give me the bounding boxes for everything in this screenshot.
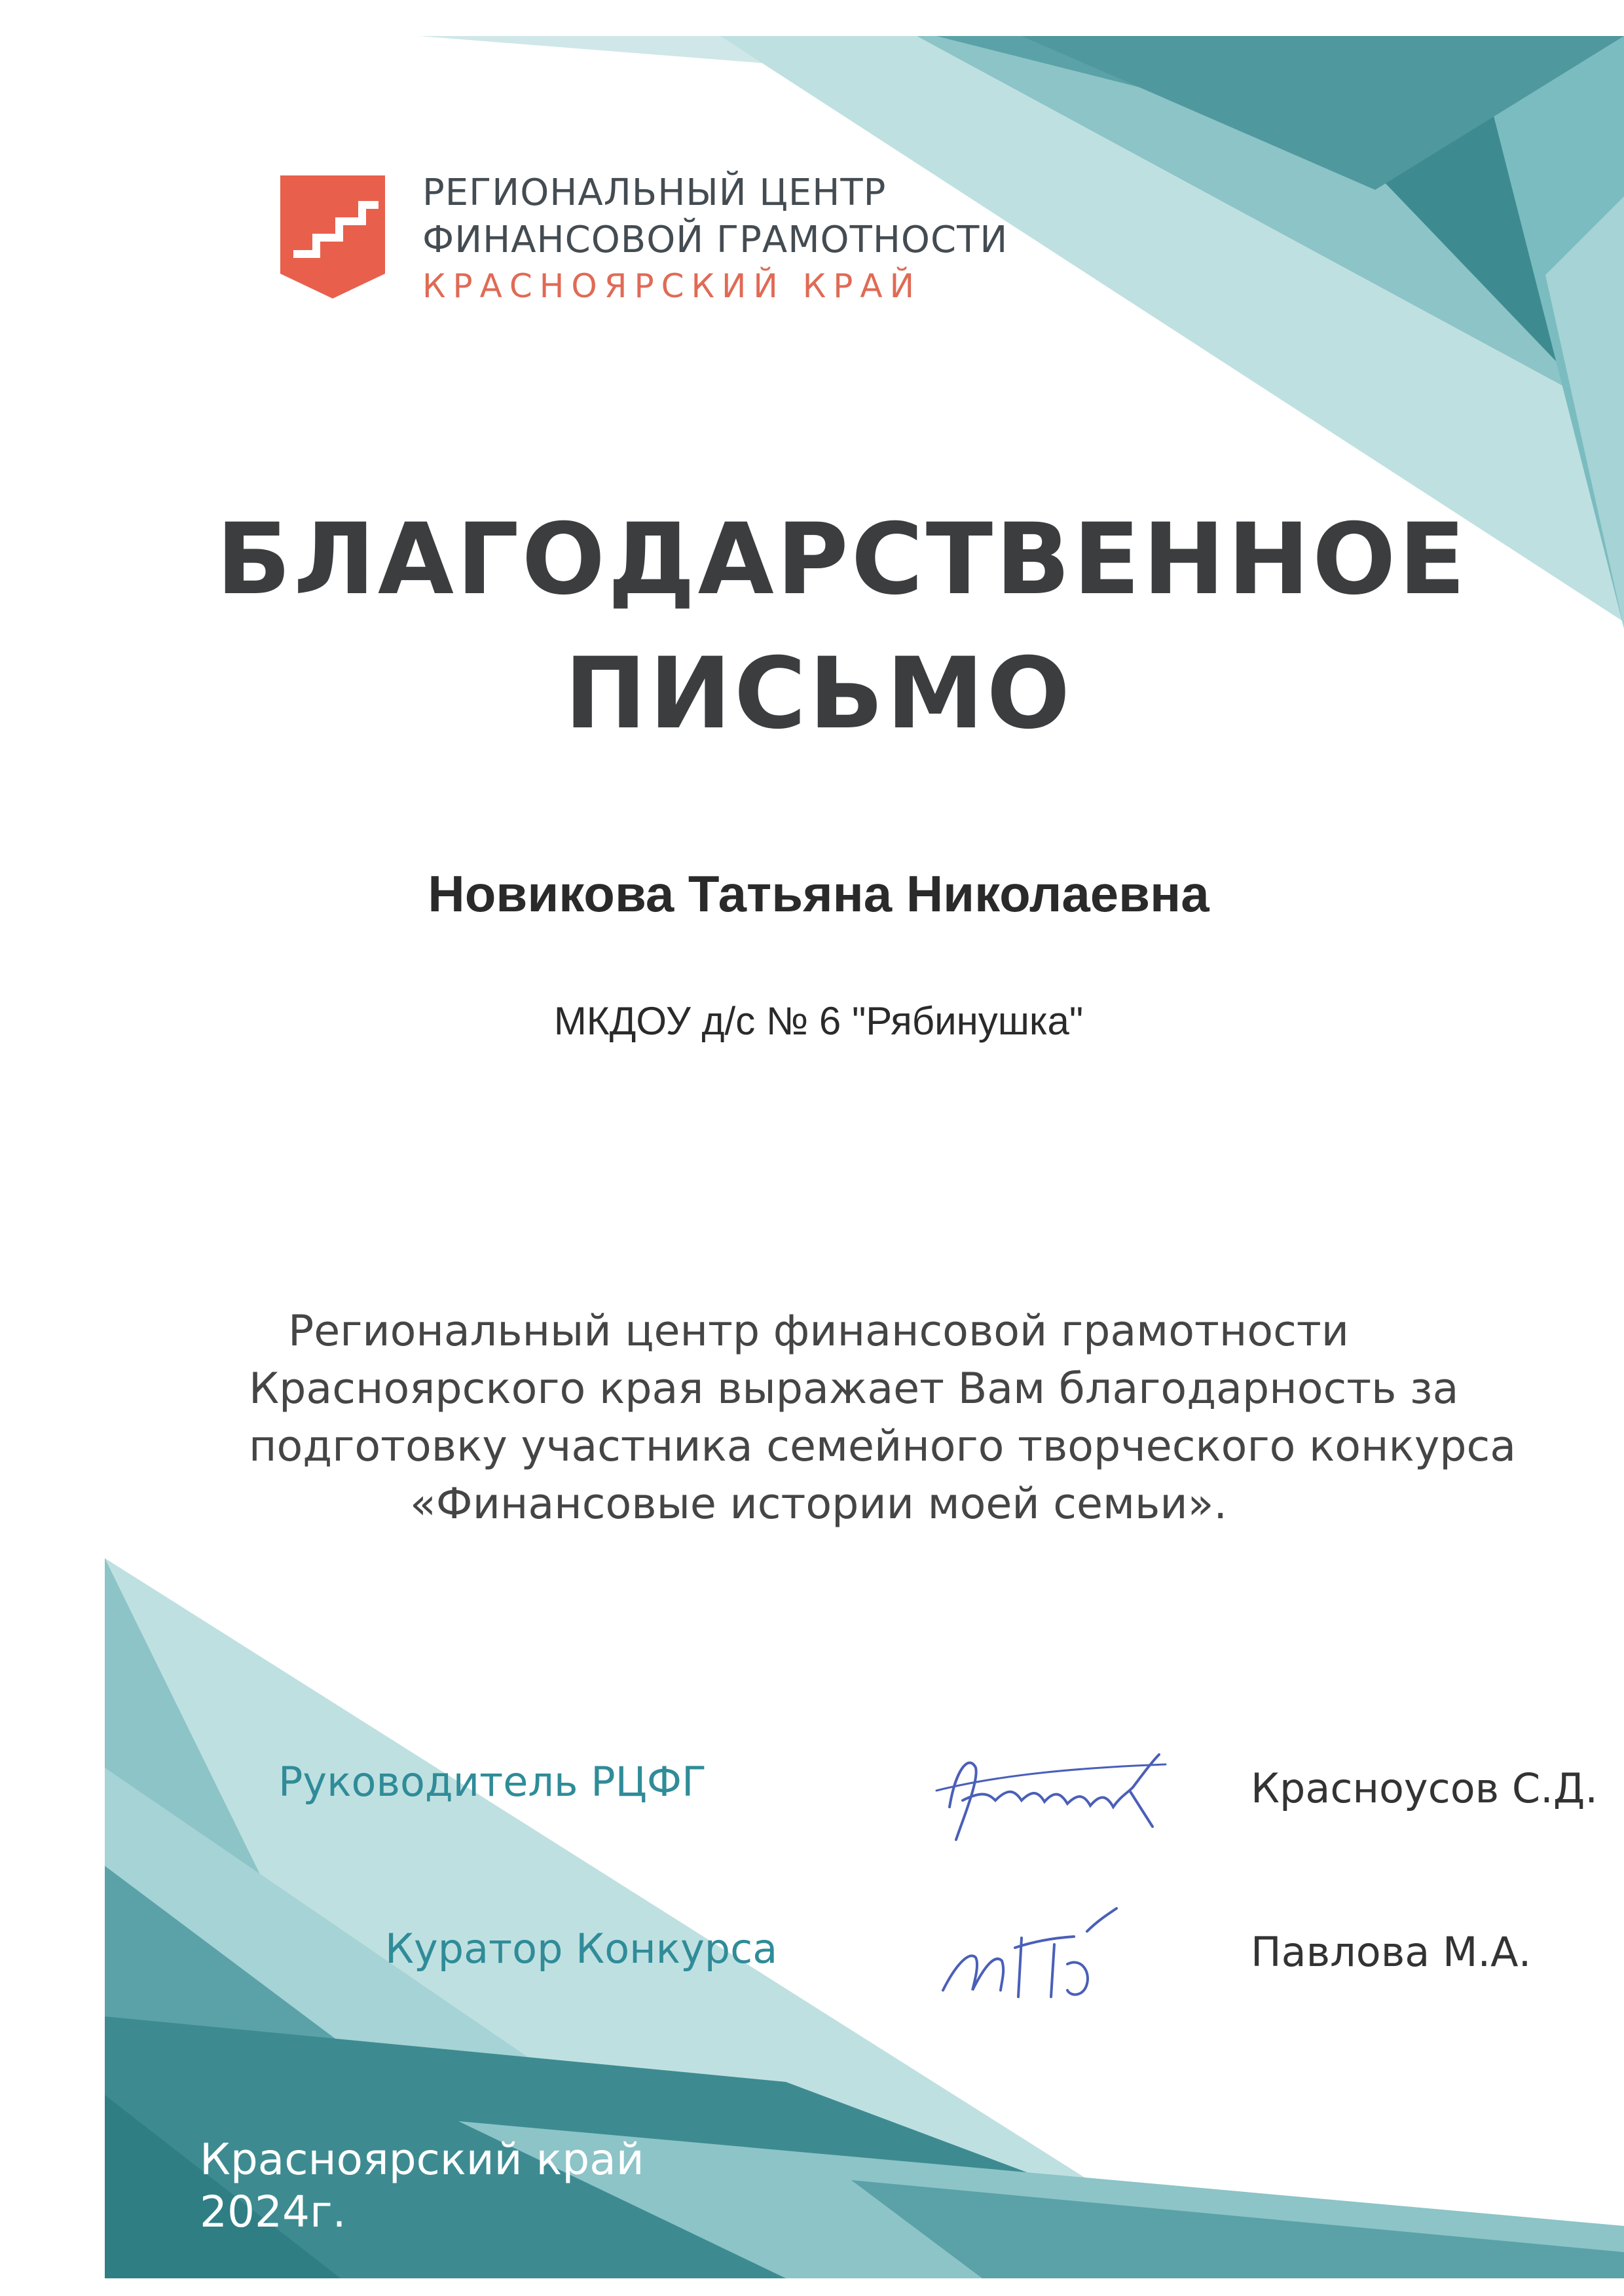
body-paragraph	[249, 1303, 1517, 1533]
footer-year: 2024г.	[200, 2187, 346, 2237]
handwritten-signature-director	[910, 1728, 1185, 1859]
document-title-line-1: БЛАГОДАРСТВЕННОЕ	[216, 503, 1468, 617]
signature-role-curator: Куратор Конкурса	[385, 1925, 778, 1973]
body-line: Региональный центр финансовой грамотности	[288, 1307, 1349, 1356]
stairs-shield-logo-icon	[280, 175, 385, 299]
footer-region: Красноярский край	[200, 2134, 644, 2185]
document-title-line-2: ПИСЬМО	[564, 637, 1073, 751]
body-line: Красноярского края выражает Вам благодарность за	[249, 1364, 1459, 1413]
logo-line-3: КРАСНОЯРСКИЙ КРАЙ	[422, 267, 921, 305]
signature-name-curator: Павлова М.А.	[1251, 1928, 1532, 1976]
recipient-organization: МКДОУ д/с № 6 "Рябинушка"	[553, 999, 1084, 1043]
signature-name-director: Красноусов С.Д.	[1251, 1764, 1598, 1812]
logo-line-2: ФИНАНСОВОЙ ГРАМОТНОСТИ	[422, 219, 1008, 261]
logo-line-1: РЕГИОНАЛЬНЫЙ ЦЕНТР	[422, 172, 887, 214]
handwritten-signature-curator	[930, 1899, 1139, 2010]
recipient-name: Новикова Татьяна Николаевна	[428, 865, 1209, 922]
body-line: подготовку участника семейного творческого конкурса	[249, 1422, 1517, 1471]
signature-role-director: Руководитель РЦФГ	[278, 1758, 707, 1806]
body-line: «Финансовые истории моей семьи».	[409, 1480, 1228, 1529]
